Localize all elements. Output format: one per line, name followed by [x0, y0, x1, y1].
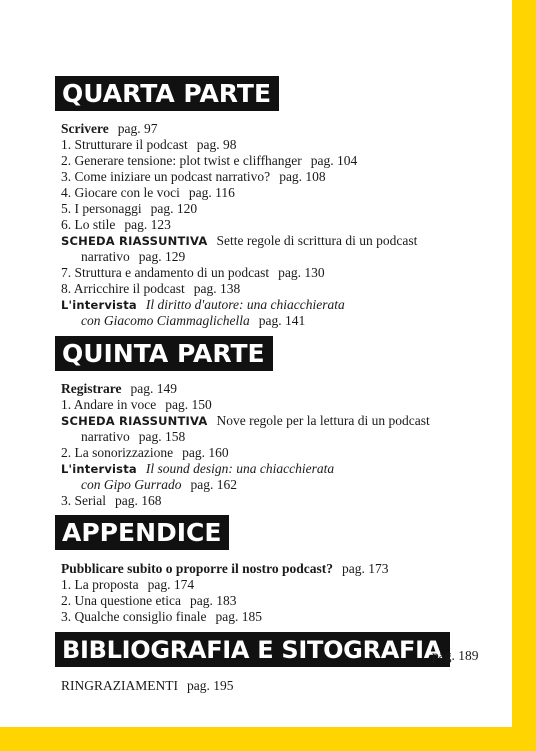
toc-entry-continuation: narrativo pag. 129 [81, 249, 186, 264]
toc-entry[interactable]: Registrare pag. 149 [61, 381, 177, 396]
toc-entry[interactable]: 4. Giocare con le voci pag. 116 [61, 185, 235, 200]
toc-entry[interactable]: Scrivere pag. 97 [61, 121, 158, 136]
toc-entry[interactable]: 3. Come iniziare un podcast narrativo? pag. 108 [61, 169, 326, 184]
toc-entry-ringraziamenti[interactable]: RINGRAZIAMENTI pag. 195 [61, 678, 234, 693]
toc-entry[interactable]: 2. Generare tensione: plot twist e cliffhanger pag. 104 [61, 153, 358, 168]
toc-entry-continuation: con Giacomo Ciammaglichella pag. 141 [81, 313, 306, 328]
bibliografia-page: pag. 189 [432, 648, 479, 663]
toc-entry[interactable]: 3. Serial pag. 168 [61, 493, 162, 508]
section-heading-quinta: QUINTA PARTE [55, 336, 273, 371]
section-heading-quarta: QUARTA PARTE [55, 76, 279, 111]
toc-entry[interactable]: 2. Una questione etica pag. 183 [61, 593, 237, 608]
interview-label: L'intervista [61, 298, 137, 312]
toc-entry[interactable]: 1. La proposta pag. 174 [61, 577, 195, 592]
toc-entry[interactable]: 5. I personaggi pag. 120 [61, 201, 198, 216]
toc-entry-interview[interactable]: L'intervista Il diritto d'autore: una chiacchierata [61, 297, 345, 312]
section-heading-bibliografia: BIBLIOGRAFIA E SITOGRAFIA [55, 632, 450, 667]
toc-entry-summary[interactable]: SCHEDA RIASSUNTIVA Sette regole di scrittura di un podcast [61, 233, 418, 248]
section-heading-appendice: APPENDICE [55, 515, 229, 550]
toc-entry[interactable]: 1. Andare in voce pag. 150 [61, 397, 212, 412]
summary-label: SCHEDA RIASSUNTIVA [61, 414, 208, 428]
toc-entry-continuation: con Gipo Gurrado pag. 162 [81, 477, 237, 492]
toc-entry[interactable]: 2. La sonorizzazione pag. 160 [61, 445, 229, 460]
toc-entry-continuation: narrativo pag. 158 [81, 429, 186, 444]
toc-entry[interactable]: 1. Strutturare il podcast pag. 98 [61, 137, 237, 152]
toc-entry[interactable]: 8. Arricchire il podcast pag. 138 [61, 281, 241, 296]
toc-entry[interactable]: 3. Qualche consiglio finale pag. 185 [61, 609, 262, 624]
toc-entry-summary[interactable]: SCHEDA RIASSUNTIVA Nove regole per la lettura di un podcast [61, 413, 430, 428]
toc-entry[interactable]: 6. Lo stile pag. 123 [61, 217, 171, 232]
toc-entry[interactable]: 7. Struttura e andamento di un podcast pag. 130 [61, 265, 325, 280]
summary-label: SCHEDA RIASSUNTIVA [61, 234, 208, 248]
toc-entry-interview[interactable]: L'intervista Il sound design: una chiacchierata [61, 461, 335, 476]
toc-entry[interactable]: Pubblicare subito o proporre il nostro podcast? pag. 173 [61, 561, 389, 576]
interview-label: L'intervista [61, 462, 137, 476]
